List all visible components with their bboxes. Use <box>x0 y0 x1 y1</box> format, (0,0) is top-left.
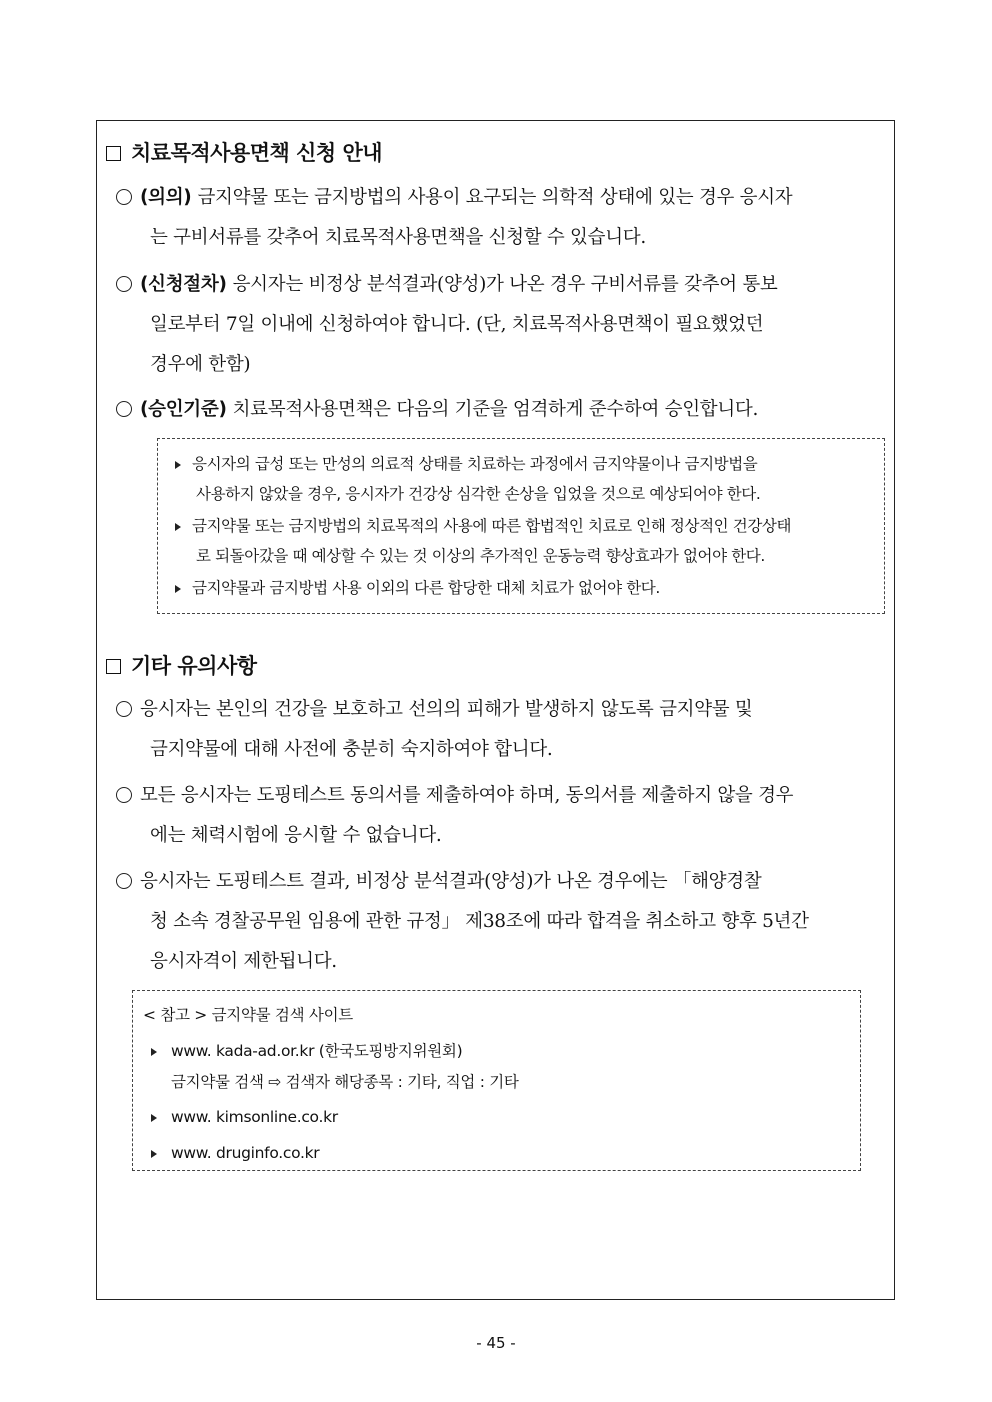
reference-site <box>143 1137 848 1169</box>
reference-site <box>143 1035 848 1067</box>
item-text-line: 일로부터 7일 이내에 신청하여야 합니다. (단, 치료목적사용면책이 필요했었던 <box>150 314 764 335</box>
criteria-text-line: 응시자의 급성 또는 만성의 의료적 상태를 치료하는 과정에서 금지약물이나 금지방법을 <box>192 455 758 473</box>
circle-bullet-icon <box>116 701 132 717</box>
criteria-text-line: 로 되돌아갔을 때 예상할 수 있는 것 이상의 추가적인 운동능력 향상효과가 없어야 한다. <box>196 547 765 565</box>
circle-bullet-icon <box>116 189 132 205</box>
criteria-text-line: 금지약물과 금지방법 사용 이외의 다른 합당한 대체 치료가 없어야 한다. <box>192 579 660 597</box>
item-text-line: 응시자는 비정상 분석결과(양성)가 나온 경우 구비서류를 갖추어 통보 <box>232 274 778 295</box>
reference-url: www. druginfo.co.kr <box>171 1144 320 1162</box>
criteria-item <box>172 573 870 603</box>
item-label: (승인기준) <box>140 399 227 420</box>
reference-site <box>143 1101 848 1133</box>
item-text-line: 응시자는 도핑테스트 결과, 비정상 분석결과(양성)가 나온 경우에는 「해양경찰 <box>140 871 762 892</box>
note-item <box>116 776 888 856</box>
triangle-bullet-icon <box>151 1150 157 1158</box>
note-item <box>116 862 888 982</box>
reference-box <box>132 990 861 1171</box>
reference-title: < 참고 > 금지약물 검색 사이트 <box>143 1006 353 1024</box>
item-procedure <box>116 265 888 385</box>
item-text-line: 경우에 한함) <box>150 354 251 375</box>
reference-url: www. kada-ad.or.kr (한국도핑방지위원회) <box>171 1042 463 1060</box>
criteria-text-line: 금지약물 또는 금지방법의 치료목적의 사용에 따른 합법적인 치료로 인해 정상적인 건강상태 <box>192 517 792 535</box>
criteria-item <box>172 449 870 509</box>
circle-bullet-icon <box>116 276 132 292</box>
triangle-bullet-icon <box>175 523 181 531</box>
section-title-notes <box>106 650 257 680</box>
criteria-box <box>157 438 885 614</box>
item-text-line: 응시자는 본인의 건강을 보호하고 선의의 피해가 발생하지 않도록 금지약물 및 <box>140 699 753 720</box>
item-text-line: 금지약물에 대해 사전에 충분히 숙지하여야 합니다. <box>150 739 553 760</box>
item-approval-criteria <box>116 390 888 430</box>
square-bullet-icon <box>106 146 121 161</box>
circle-bullet-icon <box>116 787 132 803</box>
square-bullet-icon <box>106 659 121 674</box>
criteria-item <box>172 511 870 571</box>
reference-url: www. kimsonline.co.kr <box>171 1108 338 1126</box>
criteria-text-line: 사용하지 않았을 경우, 응시자가 건강상 심각한 손상을 입었을 것으로 예상되어야 한다. <box>196 485 761 503</box>
item-label: (신청절차) <box>140 274 227 295</box>
item-text-line: 금지약물 또는 금지방법의 사용이 요구되는 의학적 상태에 있는 경우 응시자 <box>197 187 793 208</box>
item-label: (의의) <box>140 187 192 208</box>
triangle-bullet-icon <box>175 585 181 593</box>
reference-note: 금지약물 검색 ⇨ 검색자 해당종목 : 기타, 직업 : 기타 <box>171 1073 519 1091</box>
item-text-line: 치료목적사용면책은 다음의 기준을 엄격하게 준수하여 승인합니다. <box>232 399 759 420</box>
page-number: - 45 - <box>476 1334 516 1352</box>
section-title-text: 기타 유의사항 <box>131 654 257 678</box>
item-meaning <box>116 178 888 258</box>
section-title-text: 치료목적사용면책 신청 안내 <box>131 141 383 165</box>
item-text-line: 청 소속 경찰공무원 임용에 관한 규정」 제38조에 따라 합격을 취소하고 향후 5년간 <box>150 911 809 932</box>
item-text-line: 는 구비서류를 갖추어 치료목적사용면책을 신청할 수 있습니다. <box>150 227 646 248</box>
triangle-bullet-icon <box>151 1048 157 1056</box>
circle-bullet-icon <box>116 401 132 417</box>
triangle-bullet-icon <box>175 461 181 469</box>
item-text-line: 에는 체력시험에 응시할 수 없습니다. <box>150 825 442 846</box>
item-text-line: 응시자격이 제한됩니다. <box>150 951 337 972</box>
note-item <box>116 690 888 770</box>
circle-bullet-icon <box>116 873 132 889</box>
section-title-tue <box>106 137 382 167</box>
item-text-line: 모든 응시자는 도핑테스트 동의서를 제출하여야 하며, 동의서를 제출하지 않을 경우 <box>140 785 794 806</box>
triangle-bullet-icon <box>151 1114 157 1122</box>
